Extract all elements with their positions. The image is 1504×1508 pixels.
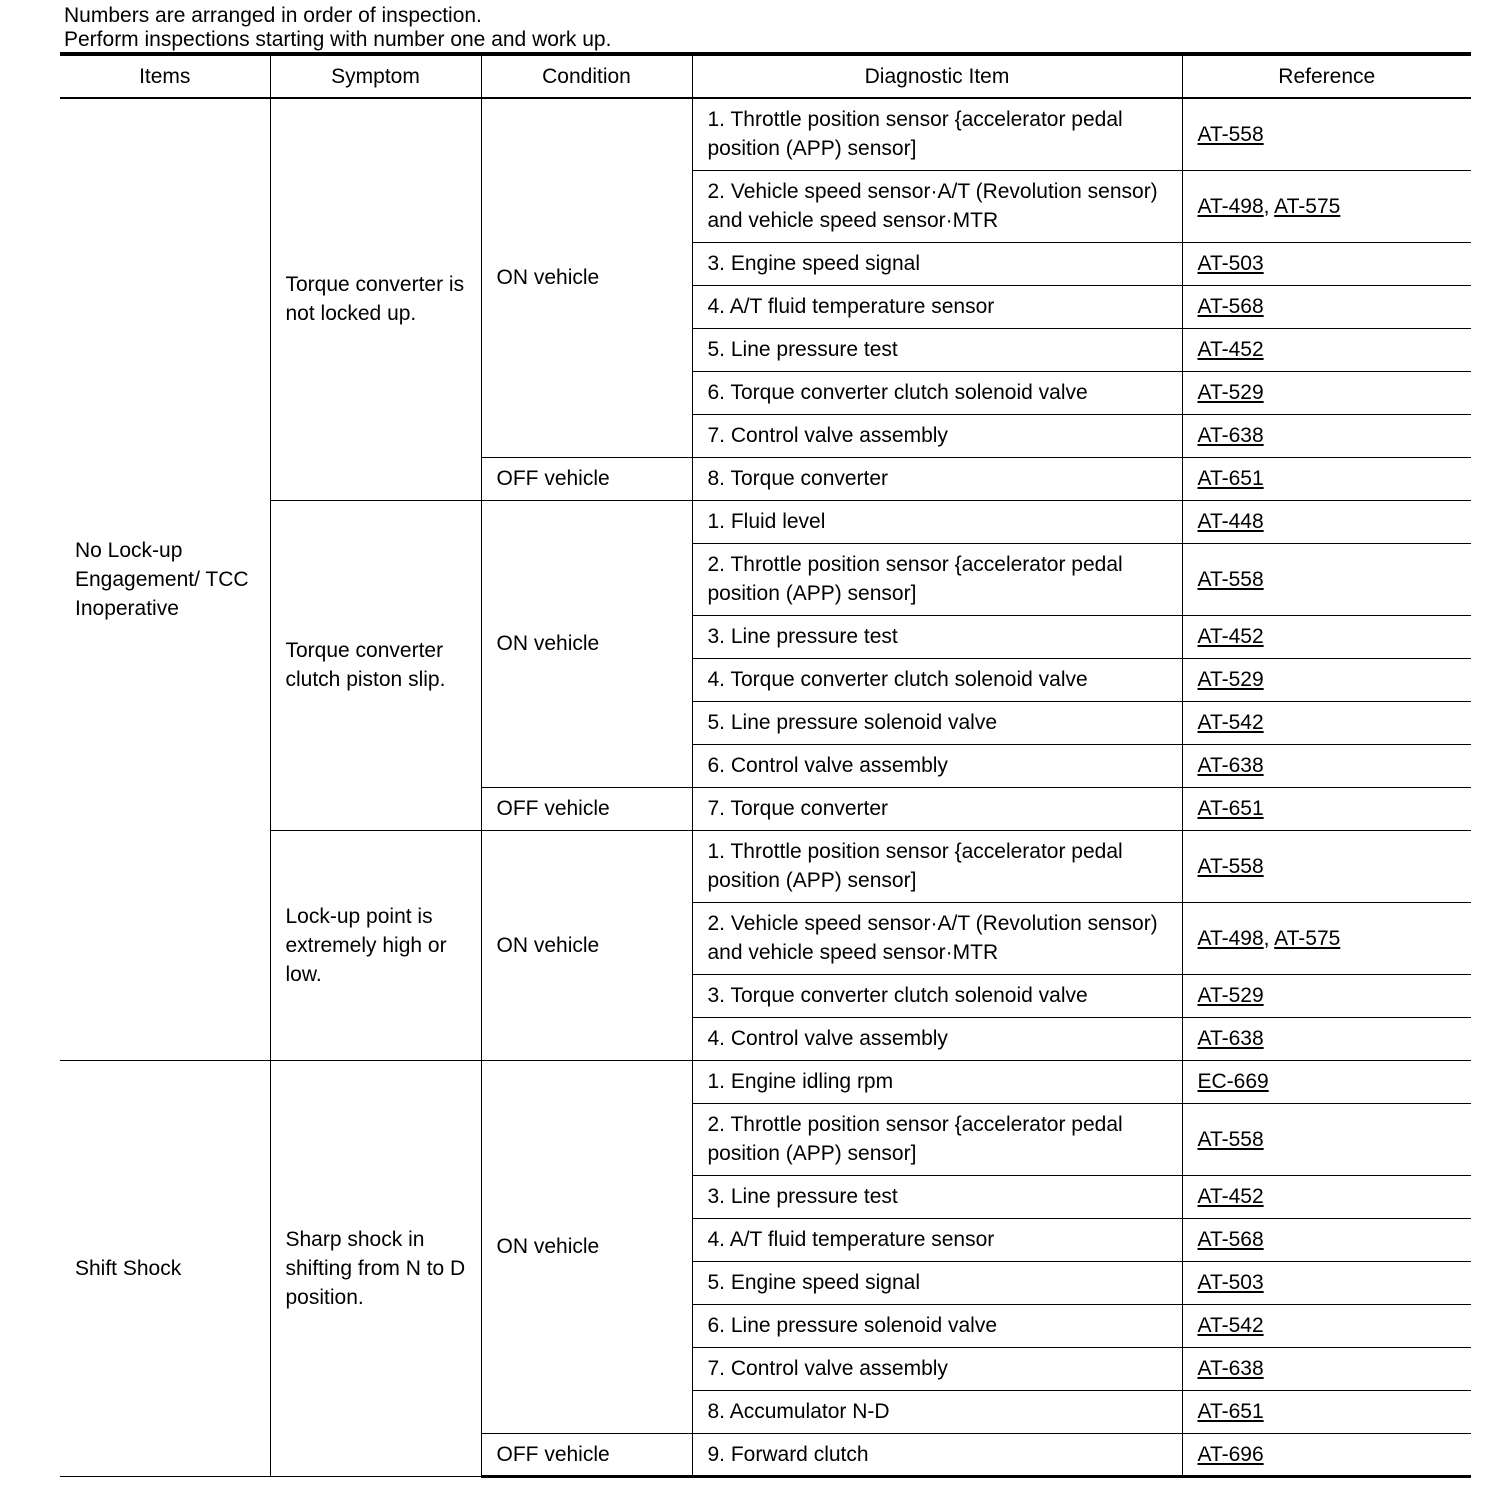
- diagnostic-item-cell: 1. Engine idling rpm: [692, 1060, 1182, 1103]
- diagnostic-item-cell: 4. Control valve assembly: [692, 1017, 1182, 1060]
- diagnostic-item-cell: 7. Control valve assembly: [692, 1347, 1182, 1390]
- reference-link[interactable]: AT-575: [1274, 194, 1341, 218]
- diagnostic-item-cell: 1. Throttle position sensor {accelerator pedal position (APP) sensor]: [692, 830, 1182, 902]
- diagnostic-item-cell: 3. Line pressure test: [692, 615, 1182, 658]
- reference-link[interactable]: AT-638: [1197, 1027, 1264, 1050]
- table-header-row: [60, 54, 1471, 98]
- reference-cell: [1182, 242, 1471, 285]
- reference-cell: [1182, 371, 1471, 414]
- diagnostic-item-cell: 4. A/T fluid temperature sensor: [692, 285, 1182, 328]
- reference-link[interactable]: AT-558: [1197, 1127, 1264, 1151]
- diagnostic-table: [60, 52, 1471, 1478]
- reference-cell: [1182, 744, 1471, 787]
- reference-link[interactable]: AT-452: [1197, 338, 1264, 361]
- reference-link[interactable]: AT-503: [1197, 252, 1264, 275]
- reference-cell: [1182, 98, 1471, 170]
- condition-cell: ON vehicle: [481, 830, 692, 1060]
- header-diagnostic-item: Diagnostic Item: [692, 54, 1182, 98]
- reference-link[interactable]: AT-452: [1197, 1185, 1264, 1208]
- reference-link[interactable]: AT-558: [1197, 854, 1264, 878]
- reference-link[interactable]: AT-638: [1197, 1357, 1264, 1380]
- diagnostic-item-cell: 8. Torque converter: [692, 457, 1182, 500]
- table-row: [60, 1060, 1471, 1103]
- reference-link[interactable]: AT-651: [1197, 797, 1264, 820]
- symptom-cell: Sharp shock in shifting from N to D position.: [270, 1060, 481, 1476]
- symptom-cell: Torque converter is not locked up.: [270, 98, 481, 500]
- reference-link[interactable]: AT-498: [1197, 926, 1264, 950]
- diagnostic-item-cell: 7. Torque converter: [692, 787, 1182, 830]
- reference-cell: [1182, 328, 1471, 371]
- reference-link[interactable]: AT-638: [1197, 424, 1264, 447]
- reference-cell: [1182, 543, 1471, 615]
- diagnostic-item-cell: 4. Torque converter clutch solenoid valve: [692, 658, 1182, 701]
- diagnostic-item-cell: 3. Torque converter clutch solenoid valve: [692, 974, 1182, 1017]
- reference-link[interactable]: AT-651: [1197, 467, 1264, 490]
- reference-cell: [1182, 658, 1471, 701]
- header-symptom: Symptom: [270, 54, 481, 98]
- table-row: [60, 830, 1471, 902]
- reference-link[interactable]: AT-529: [1197, 381, 1264, 404]
- reference-link[interactable]: AT-498: [1197, 194, 1264, 218]
- table-row: [60, 98, 1471, 170]
- reference-link[interactable]: EC-669: [1197, 1070, 1269, 1093]
- reference-link[interactable]: AT-448: [1197, 510, 1264, 533]
- reference-cell: [1182, 1103, 1471, 1175]
- symptom-cell: Torque converter clutch piston slip.: [270, 500, 481, 830]
- diagnostic-item-cell: 9. Forward clutch: [692, 1433, 1182, 1476]
- header-reference: Reference: [1182, 54, 1471, 98]
- reference-link[interactable]: AT-568: [1197, 1228, 1264, 1251]
- condition-cell: ON vehicle: [481, 1060, 692, 1433]
- condition-cell: ON vehicle: [481, 500, 692, 787]
- reference-cell: [1182, 974, 1471, 1017]
- reference-cell: [1182, 787, 1471, 830]
- diagnostic-item-cell: 2. Vehicle speed sensor·A/T (Revolution sensor) and vehicle speed sensor·MTR: [692, 902, 1182, 974]
- diagnostic-item-cell: 5. Line pressure test: [692, 328, 1182, 371]
- reference-cell: AT-498, AT-575: [1182, 170, 1471, 242]
- diagnostic-item-cell: 4. A/T fluid temperature sensor: [692, 1218, 1182, 1261]
- condition-cell: ON vehicle: [481, 98, 692, 457]
- reference-link[interactable]: AT-696: [1197, 1442, 1264, 1466]
- diagnostic-item-cell: 2. Throttle position sensor {accelerator pedal position (APP) sensor]: [692, 543, 1182, 615]
- reference-cell: [1182, 1433, 1471, 1476]
- reference-cell: [1182, 1347, 1471, 1390]
- reference-cell: [1182, 1390, 1471, 1433]
- reference-cell: [1182, 701, 1471, 744]
- reference-cell: [1182, 1060, 1471, 1103]
- reference-link[interactable]: AT-558: [1197, 567, 1264, 591]
- reference-link[interactable]: AT-542: [1197, 711, 1264, 734]
- diagnostic-item-cell: 1. Fluid level: [692, 500, 1182, 543]
- item-cell: Shift Shock: [60, 1060, 270, 1476]
- condition-cell: OFF vehicle: [481, 457, 692, 500]
- diagnostic-item-cell: 7. Control valve assembly: [692, 414, 1182, 457]
- header-condition: Condition: [481, 54, 692, 98]
- reference-cell: [1182, 615, 1471, 658]
- reference-link[interactable]: AT-638: [1197, 754, 1264, 777]
- reference-cell: [1182, 1175, 1471, 1218]
- diagnostic-item-cell: 8. Accumulator N-D: [692, 1390, 1182, 1433]
- reference-cell: [1182, 500, 1471, 543]
- symptom-cell: Lock-up point is extremely high or low.: [270, 830, 481, 1060]
- intro-line-1: Numbers are arranged in order of inspection.: [64, 4, 482, 27]
- intro-text: [64, 4, 611, 52]
- reference-cell: [1182, 414, 1471, 457]
- reference-link[interactable]: AT-452: [1197, 625, 1264, 648]
- reference-link[interactable]: AT-575: [1274, 926, 1341, 950]
- reference-cell: [1182, 830, 1471, 902]
- diagnostic-item-cell: 6. Torque converter clutch solenoid valve: [692, 371, 1182, 414]
- diagnostic-item-cell: 1. Throttle position sensor {accelerator pedal position (APP) sensor]: [692, 98, 1182, 170]
- diagnostic-item-cell: 5. Engine speed signal: [692, 1261, 1182, 1304]
- reference-link[interactable]: AT-568: [1197, 295, 1264, 318]
- diagnostic-item-cell: 6. Line pressure solenoid valve: [692, 1304, 1182, 1347]
- reference-link[interactable]: AT-529: [1197, 984, 1264, 1007]
- reference-link[interactable]: AT-651: [1197, 1400, 1264, 1423]
- condition-cell: OFF vehicle: [481, 787, 692, 830]
- diagnostic-item-cell: 2. Throttle position sensor {accelerator pedal position (APP) sensor]: [692, 1103, 1182, 1175]
- diagnostic-item-cell: 6. Control valve assembly: [692, 744, 1182, 787]
- diagnostic-item-cell: 3. Line pressure test: [692, 1175, 1182, 1218]
- table-row: [60, 500, 1471, 543]
- reference-cell: [1182, 1017, 1471, 1060]
- reference-link[interactable]: AT-542: [1197, 1314, 1264, 1337]
- reference-cell: [1182, 1218, 1471, 1261]
- condition-cell: OFF vehicle: [481, 1433, 692, 1476]
- reference-link[interactable]: AT-503: [1197, 1271, 1264, 1294]
- item-cell: No Lock-up Engagement/ TCC Inoperative: [60, 98, 270, 1060]
- diagnostic-item-cell: 5. Line pressure solenoid valve: [692, 701, 1182, 744]
- intro-line-2: Perform inspections starting with number one and work up.: [64, 28, 612, 51]
- diagnostic-item-cell: 3. Engine speed signal: [692, 242, 1182, 285]
- reference-cell: [1182, 1261, 1471, 1304]
- table-body: [60, 98, 1471, 1476]
- diagnostic-item-cell: 2. Vehicle speed sensor·A/T (Revolution sensor) and vehicle speed sensor·MTR: [692, 170, 1182, 242]
- reference-link[interactable]: AT-558: [1197, 122, 1264, 146]
- reference-cell: [1182, 285, 1471, 328]
- reference-cell: [1182, 1304, 1471, 1347]
- reference-cell: AT-498, AT-575: [1182, 902, 1471, 974]
- reference-link[interactable]: AT-529: [1197, 668, 1264, 691]
- header-items: Items: [60, 54, 270, 98]
- reference-cell: [1182, 457, 1471, 500]
